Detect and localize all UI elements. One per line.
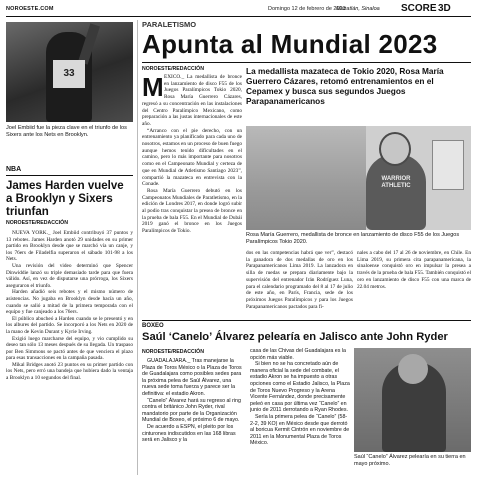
boxing-paragraph: casa de las Chivas del Guadalajara es la opción más viable. <box>250 348 346 361</box>
boxing-paragraph: Sería la primera pelea de “Canelo” (58-2-2, 39 KO) en México desde que derrotó al boricua Kermit Cintrón en noviembre de 2011 en la Monumental Plaza de Toros México. <box>250 413 350 447</box>
jersey-number: 33 <box>53 60 85 88</box>
nba-article-body <box>6 230 133 475</box>
main-dropcap: M <box>142 72 164 102</box>
boxing-headline: Saúl ‘Canelo’ Álvarez pelearía en Jalisco ante John Ryder <box>142 331 448 343</box>
nba-divider <box>6 175 133 176</box>
nba-paragraph: Una revisión del video determinó que Spencer Dinwiddie lanzó su triple demasiado tarde para que fuera válido. Así, en vez de disputarse una prórroga, los Sixers aseguraron el triunfo. <box>6 262 133 289</box>
guerrero-photo <box>246 126 471 230</box>
main-headline: Apunta al Mundial 2023 <box>142 29 438 59</box>
boxing-paragraph: De acuerdo a ESPN, el pleito por los cinturones indiscutidos en las 168 libras será en Jalisco y la <box>142 423 236 444</box>
main-deck: La medallista mazateca de Tokio 2020, Rosa María Guerrero Cázares, retomó entrenamientos en el Cepamex y busca sus segundos Juegos Parapanamericanos <box>246 66 444 106</box>
boxing-paragraph: GUADALAJARA._ Tras manejarse la Plaza de Toros México o la Plaza de Toros de Guadalajara como posibles sedes para la próxima pelea de Saúl Álvarez, una nueva sede toma fuerza y parece ser la definitiva: el estadio Akron. <box>142 358 242 397</box>
nba-paragraph: Harden añadió seis rebotes y el mismo número de asistencias. No jugaba en Brooklyn desde hacía un año, cuando se salió a mitad de la primera temporada con el equipo y fue canjeado a los 76ers. <box>6 289 133 316</box>
canelo-photo-caption: Saúl “Canelo” Álvarez pelearía en su tierra en mayo próximo. <box>354 454 466 467</box>
main-continuation-col3: nales a cabo del 17 al 26 de noviembre, en Chile. En Lima 2019, su primera cita parapanamericana, la sinaloense conquistó oro en impulsar la presea a través de la prueba de bala F55. También conquistó el oro en lanzamiento de disco F55 con una marca de 22.04 metros. <box>357 250 471 290</box>
masthead <box>6 3 471 15</box>
nba-paragraph: NUEVA YORK._ Joel Embiid contribuyó 37 puntos y 13 rebotes. James Harden anotó 29 unidades en su primer partido en Brooklyn desde que se marchó vía un canje, y los 76ers de Filadelfia superaron el sábado 101-98 a los Nets. <box>6 230 133 263</box>
boxing-paragraph: “Canelo” Álvarez hará su regreso al ring contra el británico John Ryder, rival mandatorio por parte de la Organización Mundial de Boxeo, el próximo 6 de mayo. <box>142 397 241 424</box>
embiid-photo-caption: Joel Embiid fue la pieza clave en el triunfo de los Sixers ante los Nets en Brooklyn. <box>6 125 127 138</box>
boxing-divider <box>142 320 471 321</box>
boxing-kicker: BOXEO <box>142 323 164 329</box>
athlete-head <box>379 132 411 166</box>
main-paragraph: “Arranco con el pie derecho, con un entrenamiento ya planificado para cada uno de nosotros, estamos en un proceso de buen fuego aunque hemos tenido dificultades en el camino, pero lo más importante para nosotros como en el Campeonato Mundial y certeza de que en Mundial de Atletismo Santiago 2023”, compartió la mazateca en entrevista con la Conade. <box>142 127 242 188</box>
nba-paragraph: Mikal Bridges anotó 23 puntos en su primer partido con los Nets, pero erró una bandeja que hubiera dado la ventaja a Brooklyn a 10 segundos del final. <box>6 361 133 382</box>
main-paragraph: ÉXICO._ La medallista de bronce en lanzamiento de disco F55 de los Juegos Paralímpicos Tokio 2020, Rosa María Guerrero Cázares, regresó a su concentración en las instalaciones del Centro Paralímpico Mexicano, como preparación a las justas internacionales de este año. <box>142 74 242 127</box>
bulletin-board <box>432 140 464 190</box>
nba-kicker: NBA <box>6 166 22 173</box>
embiid-photo <box>6 22 133 122</box>
nba-paragraph: El público abucheó a Harden cuando se le presentó y en los albures del partido. Se incorporó a los Nets en 2020 de la mano de Kevin Durant y Kyrie Irving. <box>6 315 133 335</box>
boxing-paragraph: Si bien no se ha concretado aún de manera oficial la sede del combate, el estadio Akron se ha impuesto a otras opciones como el Estadio Jalisco, la Plaza de Toros Nuevo Progreso y la Arena Vicente Fernández, donde precisamente peleó en casa por última vez “Canelo” en junio de 2011 derrotando a Ryan Rhodes. <box>250 361 350 414</box>
main-headline-divider <box>142 62 471 63</box>
main-kicker: PARALETISMO <box>142 20 197 29</box>
shirt-print: WARRIOR ATHLETIC <box>381 176 411 189</box>
boxing-body-col1 <box>142 358 246 476</box>
nba-headline: James Harden vuelve a Brooklyn y Sixers triunfan <box>6 180 124 218</box>
main-paragraph: Rosa María Guerrero debutó en los Campeonatos Mundiales de Paratletismo, en la edición de Londres 2017, en donde logró subir al podio tras conquistar la presea de bronce en la prueba de bala F55. En el Mundial de Dubái 2019 ganó el bronce en los Juegos Paralímpicos de Tokio. <box>142 187 242 235</box>
dropcap-space <box>142 72 164 102</box>
boxing-byline: NOROESTE/REDACCIÓN <box>142 349 204 355</box>
main-continuation-col2: dos en las competencias habrá que ver”, destacó la ganadora de dos medallas de oro en los Parapanamericanos Lima 2019. La lanzadora en silla de ruedas se prepara diariamente bajo la supervisión del entrenador Irán Rodríguez Luna, para el calendario programado del 8 al 17 de julio de este año, en París, Francia, sede de los próximos Juegos Paralímpicos y para los Juegos Parapanamericanos pactados para fi- <box>246 250 353 310</box>
section-name: SCORE <box>401 3 437 14</box>
nba-paragraph: Exigió luego marcharse del equipo, y vio cumplido su deseo tan sólo 13 meses después de su llegada. Un traspaso por Ben Simmons se pactó antes de que venciera el plazo para esas transacciones en la campaña pasada. <box>6 335 133 362</box>
boxing-body-col2 <box>250 348 350 476</box>
nba-byline: NOROESTE/REDACCIÓN <box>6 220 68 226</box>
issue-date: Domingo 12 de febrero de 2023 <box>268 6 346 12</box>
main-byline: NOROESTE/REDACCIÓN <box>142 66 204 72</box>
column-divider <box>137 20 138 475</box>
boxer-head <box>398 354 428 384</box>
masthead-divider <box>6 16 471 17</box>
canelo-photo <box>354 348 471 452</box>
main-article-body <box>142 74 242 303</box>
page-number: 3D <box>438 3 451 14</box>
issue-location: Mazatlán, Sinaloa <box>336 6 380 12</box>
site-name[interactable]: NOROESTE.COM <box>6 6 54 12</box>
guerrero-photo-caption: Rosa María Guerrero, medallista de bronce en lanzamiento de disco F55 de los Juegos Paralímpicos Tokio 2020. <box>246 232 460 245</box>
